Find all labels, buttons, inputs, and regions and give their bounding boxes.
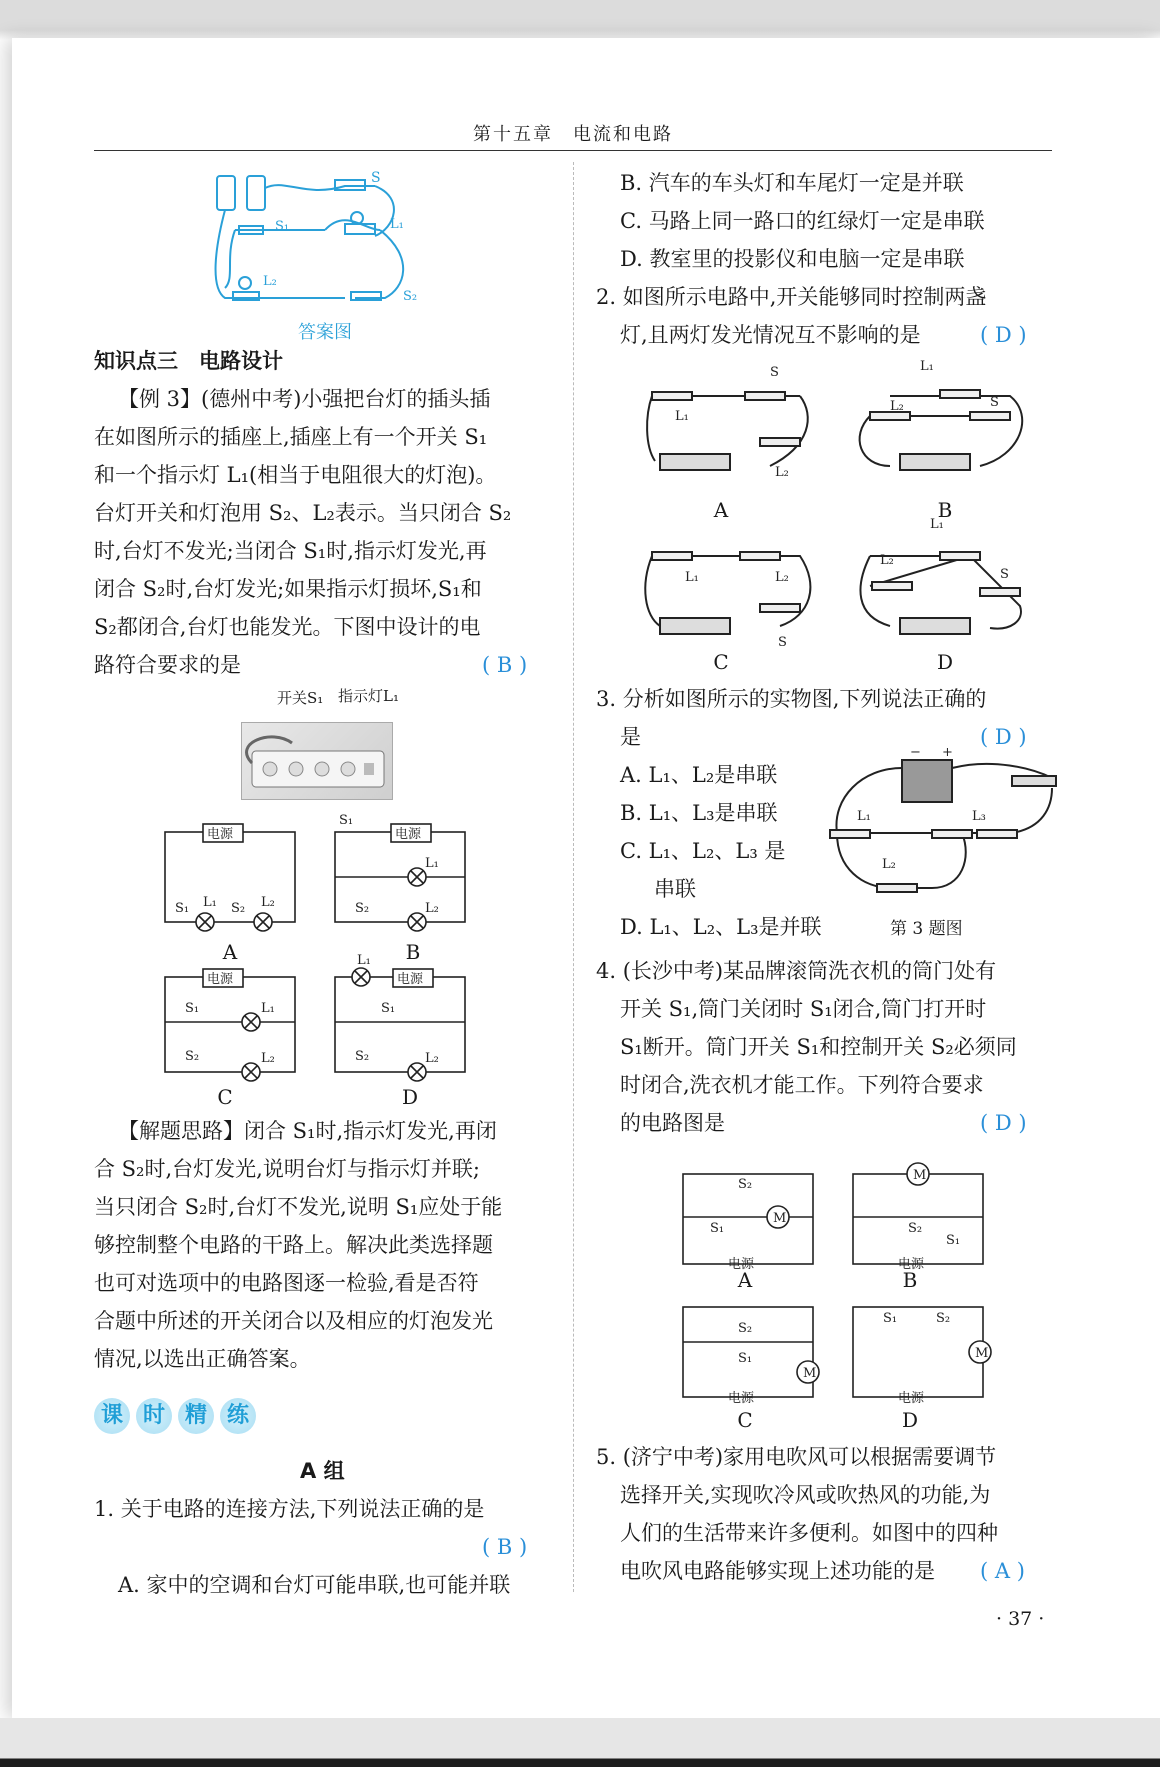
q1-stem: 1. 关于电路的连接方法,下列说法正确的是 xyxy=(94,1497,485,1521)
svg-text:−: − xyxy=(910,748,921,760)
solution-line-5: 也可对选项中的电路图逐一检验,看是否符 xyxy=(94,1271,479,1295)
svg-text:S₁: S₁ xyxy=(339,813,354,828)
svg-text:L₂: L₂ xyxy=(775,570,789,585)
svg-text:电源: 电源 xyxy=(397,972,424,987)
q3-figure-label: 第 3 题图 xyxy=(890,919,963,939)
svg-text:L₂: L₂ xyxy=(882,857,896,872)
svg-text:L₂: L₂ xyxy=(880,553,894,568)
svg-text:S₁: S₁ xyxy=(946,1233,961,1248)
q4-line-5: 的电路图是 xyxy=(620,1111,725,1135)
column-divider xyxy=(573,162,574,1592)
svg-text:S₂: S₂ xyxy=(936,1311,951,1326)
q3-figure xyxy=(822,748,1062,898)
q1-answer: ( B ) xyxy=(482,1535,528,1559)
svg-text:L₂: L₂ xyxy=(775,465,789,480)
svg-text:L₂: L₂ xyxy=(263,274,277,289)
q1-option-b: B. 汽车的车头灯和车尾灯一定是并联 xyxy=(620,171,964,195)
svg-text:S₁: S₁ xyxy=(175,901,190,916)
svg-text:M: M xyxy=(975,1346,989,1361)
example-option-c: C xyxy=(217,1085,233,1109)
q1-option-c: C. 马路上同一路口的红绿灯一定是串联 xyxy=(620,209,985,233)
svg-text:S: S xyxy=(990,395,999,410)
svg-text:L₁: L₁ xyxy=(930,517,944,532)
example-option-a: A xyxy=(222,940,238,964)
group-label: A 组 xyxy=(300,1459,345,1483)
q2-line-1: 2. 如图所示电路中,开关能够同时控制两盏 xyxy=(596,285,987,309)
q3-option-a: A. L₁、L₂是串联 xyxy=(620,763,778,787)
svg-text:S₁: S₁ xyxy=(883,1311,898,1326)
q3-option-c-cont: 串联 xyxy=(654,877,696,901)
q2-option-d: D xyxy=(936,650,954,674)
q4-line-3: S₁断开。筒门开关 S₁和控制开关 S₂必须同 xyxy=(620,1035,1017,1059)
q4-circuits xyxy=(678,1162,998,1422)
svg-text:M: M xyxy=(803,1366,817,1381)
svg-text:L₂: L₂ xyxy=(261,1051,275,1066)
q4-line-2: 开关 S₁,筒门关闭时 S₁闭合,筒门打开时 xyxy=(620,997,987,1021)
svg-text:S₂: S₂ xyxy=(403,289,418,304)
practice-char: 课 xyxy=(94,1398,130,1434)
example-option-b: B xyxy=(405,940,421,964)
answer-figure xyxy=(205,168,435,318)
example-line-5: 时,台灯不发光;当闭合 S₁时,指示灯发光,再 xyxy=(94,539,487,563)
practice-char: 时 xyxy=(136,1398,172,1434)
svg-text:L₂: L₂ xyxy=(890,399,904,414)
svg-text:S₁: S₁ xyxy=(275,219,290,234)
q5-line-2: 选择开关,实现吹冷风或吹热风的功能,为 xyxy=(620,1483,991,1507)
example-line-7: S₂都闭合,台灯也能发光。下图中设计的电 xyxy=(94,615,481,639)
q4-option-d: D xyxy=(901,1408,919,1432)
q5-line-1: 5. (济宁中考)家用电吹风可以根据需要调节 xyxy=(596,1445,997,1469)
example-option-d: D xyxy=(401,1085,419,1109)
svg-text:S₂: S₂ xyxy=(185,1049,200,1064)
q2-option-b: B xyxy=(937,498,953,522)
q4-option-a: A xyxy=(737,1268,753,1292)
example-line-4: 台灯开关和灯泡用 S₂、L₂表示。当只闭合 S₂ xyxy=(94,501,512,525)
photo-label-switch: 开关S₁ xyxy=(277,689,324,707)
solution-line-4: 够控制整个电路的干路上。解决此类选择题 xyxy=(94,1233,493,1257)
practice-char: 精 xyxy=(178,1398,214,1434)
svg-text:+: + xyxy=(942,748,953,760)
example-line-3: 和一个指示灯 L₁(相当于电阻很大的灯泡)。 xyxy=(94,463,497,487)
svg-text:L₁: L₁ xyxy=(675,409,689,424)
q4-option-b: B xyxy=(902,1268,918,1292)
q5-answer: ( A ) xyxy=(980,1559,1025,1583)
solution-line-6: 合题中所述的开关闭合以及相应的灯泡发光 xyxy=(94,1309,493,1333)
svg-text:L₁: L₁ xyxy=(920,359,934,374)
svg-text:S₁: S₁ xyxy=(710,1221,725,1236)
q2-line-2: 灯,且两灯发光情况互不影响的是 xyxy=(620,323,921,347)
q1-option-d: D. 教室里的投影仪和电脑一定是串联 xyxy=(620,247,965,271)
svg-text:L₁: L₁ xyxy=(685,570,699,585)
svg-text:电源: 电源 xyxy=(728,1257,755,1272)
q2-option-c: C xyxy=(713,650,729,674)
svg-text:L₁: L₁ xyxy=(390,217,404,232)
svg-text:L₂: L₂ xyxy=(261,895,275,910)
svg-text:L₁: L₁ xyxy=(357,953,371,968)
svg-text:S₂: S₂ xyxy=(738,1321,753,1336)
chapter-header xyxy=(94,100,1052,151)
practice-badge xyxy=(94,1398,256,1434)
q3-option-d: D. L₁、L₂、L₃是并联 xyxy=(620,915,822,939)
q1-option-a: A. 家中的空调和台灯可能串联,也可能并联 xyxy=(118,1573,511,1597)
chapter-title: 第十五章 电流和电路 xyxy=(473,124,673,145)
svg-text:S₁: S₁ xyxy=(185,1001,200,1016)
practice-char: 练 xyxy=(220,1398,256,1434)
svg-text:S: S xyxy=(770,365,779,380)
solution-line-7: 情况,以选出正确答案。 xyxy=(94,1347,311,1371)
svg-text:L₁: L₁ xyxy=(203,895,217,910)
q2-option-a: A xyxy=(713,498,729,522)
q3-line-2: 是 xyxy=(620,725,641,749)
solution-line-3: 当只闭合 S₂时,台灯不发光,说明 S₁应处于能 xyxy=(94,1195,503,1219)
svg-text:电源: 电源 xyxy=(395,827,422,842)
q5-line-4: 电吹风电路能够实现上述功能的是 xyxy=(620,1559,935,1583)
solution-line-1: 【解题思路】闭合 S₁时,指示灯发光,再闭 xyxy=(118,1119,497,1143)
q2-circuits xyxy=(640,356,1060,666)
answer-figure-label: 答案图 xyxy=(298,322,352,343)
q3-option-c: C. L₁、L₂、L₃ 是 xyxy=(620,839,786,863)
svg-text:S₂: S₂ xyxy=(231,901,246,916)
svg-text:M: M xyxy=(913,1168,927,1183)
svg-text:L₁: L₁ xyxy=(261,1001,275,1016)
q3-option-b: B. L₁、L₃是串联 xyxy=(620,801,778,825)
example-line-2: 在如图所示的插座上,插座上有一个开关 S₁ xyxy=(94,425,488,449)
q4-line-1: 4. (长沙中考)某品牌滚筒洗衣机的筒门处有 xyxy=(596,959,997,983)
example-line-6: 闭合 S₂时,台灯发光;如果指示灯损坏,S₁和 xyxy=(94,577,482,601)
svg-text:S₂: S₂ xyxy=(908,1221,923,1236)
svg-text:S₁: S₁ xyxy=(738,1351,753,1366)
svg-text:S₁: S₁ xyxy=(381,1001,396,1016)
svg-text:L₂: L₂ xyxy=(425,1051,439,1066)
photo-label-lamp: 指示灯L₁ xyxy=(338,687,399,705)
example-line-1: 【例 3】(德州中考)小强把台灯的插头插 xyxy=(118,387,491,411)
svg-text:M: M xyxy=(773,1211,787,1226)
power-strip-photo xyxy=(241,722,393,800)
svg-text:S₂: S₂ xyxy=(355,1049,370,1064)
svg-text:L₁: L₁ xyxy=(425,856,439,871)
svg-text:电源: 电源 xyxy=(207,827,234,842)
svg-text:电源: 电源 xyxy=(898,1391,925,1406)
q4-option-c: C xyxy=(737,1408,753,1432)
solution-line-2: 合 S₂时,台灯发光,说明台灯与指示灯并联; xyxy=(94,1157,480,1181)
section-title: 知识点三 电路设计 xyxy=(94,349,283,373)
example-circuits xyxy=(155,812,495,1102)
q5-line-3: 人们的生活带来许多便利。如图中的四种 xyxy=(620,1521,998,1545)
svg-text:S: S xyxy=(778,635,787,650)
q2-answer: ( D ) xyxy=(980,323,1027,347)
viewer-bottom-bar xyxy=(0,1718,1160,1767)
svg-text:S₂: S₂ xyxy=(355,901,370,916)
svg-text:S: S xyxy=(1000,567,1009,582)
svg-text:电源: 电源 xyxy=(207,972,234,987)
svg-text:L₃: L₃ xyxy=(972,809,986,824)
q3-answer: ( D ) xyxy=(980,725,1027,749)
svg-text:L₁: L₁ xyxy=(857,809,871,824)
svg-text:S₂: S₂ xyxy=(738,1177,753,1192)
example-line-8: 路符合要求的是 xyxy=(94,653,241,677)
q3-line-1: 3. 分析如图所示的实物图,下列说法正确的 xyxy=(596,687,987,711)
page-number: · 37 · xyxy=(996,1608,1045,1630)
q4-line-4: 时闭合,洗衣机才能工作。下列符合要求 xyxy=(620,1073,984,1097)
svg-text:电源: 电源 xyxy=(898,1257,925,1272)
svg-text:L₂: L₂ xyxy=(425,901,439,916)
example-answer: ( B ) xyxy=(482,653,528,677)
q4-answer: ( D ) xyxy=(980,1111,1027,1135)
svg-text:电源: 电源 xyxy=(728,1391,755,1406)
label-s: S xyxy=(371,170,381,186)
